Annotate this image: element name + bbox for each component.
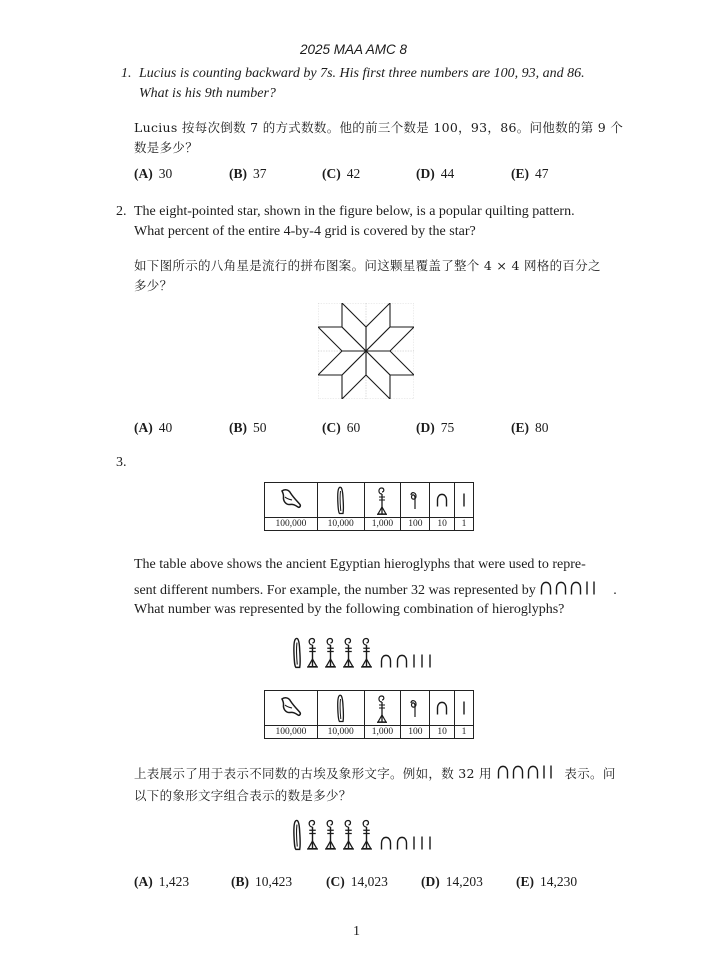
question-2-choice-b[interactable]: (B) 50 <box>229 420 267 435</box>
page-number: 1 <box>353 924 360 939</box>
question-1-choice-d[interactable]: (D) 44 <box>416 166 455 181</box>
question-1-choice-a[interactable]: (A) 30 <box>134 166 173 181</box>
question-3-choice-c[interactable]: (C) 14,023 <box>326 874 388 889</box>
question-3-choice-e[interactable]: (E) 14,230 <box>516 874 578 889</box>
finger-hieroglyph-icon <box>317 483 364 518</box>
table-value-cell: 100 <box>401 518 430 531</box>
question-2-text-line-2: What percent of the entire 4-by-4 grid is covered by the star? <box>134 224 476 239</box>
question-2-text-line-1: The eight-pointed star, shown in the figure below, is a popular quilting pattern. <box>134 204 575 219</box>
question-3-choice-b[interactable]: (B) 10,423 <box>231 874 293 889</box>
table-value-cell: 10 <box>430 518 455 531</box>
question-1-number: 1. <box>121 66 132 81</box>
table-value-cell: 10,000 <box>317 518 364 531</box>
question-1-text-line-1: Lucius is counting backward by 7s. His first three numbers are 100, 93, and 86. <box>139 66 585 81</box>
example-32-hieroglyphs-chinese <box>496 764 560 780</box>
page-header: 2025 MAA AMC 8 <box>300 42 408 57</box>
hieroglyph-combination <box>292 630 458 670</box>
table-value-cell: 100,000 <box>265 726 318 739</box>
hieroglyph-table <box>264 482 474 531</box>
lotus-hieroglyph-icon <box>364 691 401 726</box>
question-1-choice-b[interactable]: (B) 37 <box>229 166 267 181</box>
heel-bone-hieroglyph-icon <box>430 691 455 726</box>
table-value-cell: 1 <box>455 726 474 739</box>
heel-bone-hieroglyph-icon <box>430 483 455 518</box>
question-3-text-line-1: The table above shows the ancient Egyptian hieroglyphs that were used to repre- <box>134 557 586 572</box>
question-3-text-line-3: What number was represented by the following combination of hieroglyphs? <box>134 602 565 617</box>
stroke-hieroglyph-icon <box>455 483 474 518</box>
coil-hieroglyph-icon <box>401 483 430 518</box>
coil-hieroglyph-icon <box>401 691 430 726</box>
question-2-chinese-line-2: 多少？ <box>134 278 173 293</box>
question-2-choice-d[interactable]: (D) 75 <box>416 420 455 435</box>
hieroglyph-table-chinese <box>264 690 474 739</box>
table-value-cell: 100,000 <box>265 518 318 531</box>
question-3-number: 3. <box>116 455 127 470</box>
tadpole-hieroglyph-icon <box>265 691 318 726</box>
table-value-cell: 1,000 <box>364 518 401 531</box>
question-3-choice-a[interactable]: (A) 1,423 <box>134 874 190 889</box>
table-value-cell: 100 <box>401 726 430 739</box>
question-2-choice-c[interactable]: (C) 60 <box>322 420 361 435</box>
question-1-choice-e[interactable]: (E) 47 <box>511 166 549 181</box>
question-3-chinese-line-1: 上表展示了用于表示不同数的古埃及象形文字。例如，数 32 用 表示。问 <box>134 766 616 781</box>
eight-pointed-star-figure <box>318 303 414 399</box>
question-2-choice-a[interactable]: (A) 40 <box>134 420 173 435</box>
lotus-hieroglyph-icon <box>364 483 401 518</box>
question-1-chinese-line-1: Lucius 按每次倒数 7 的方式数数。他的前三个数是 100，93，86。问他数的第 9 个 <box>134 120 624 135</box>
question-3-text-line-2: sent different numbers. For example, the number 32 was represented by . <box>134 580 617 599</box>
question-1-text-line-2: What is his 9th number? <box>139 86 276 101</box>
example-32-hieroglyphs <box>539 580 613 596</box>
table-value-cell: 10 <box>430 726 455 739</box>
table-value-cell: 1,000 <box>364 726 401 739</box>
question-3-chinese-line-2: 以下的象形文字组合表示的数是多少？ <box>134 788 352 803</box>
finger-hieroglyph-icon <box>317 691 364 726</box>
question-2-number: 2. <box>116 204 127 219</box>
question-1-choice-c[interactable]: (C) 42 <box>322 166 361 181</box>
hieroglyph-combination-chinese <box>292 812 458 852</box>
table-value-cell: 1 <box>455 518 474 531</box>
question-2-chinese-line-1: 如下图所示的八角星是流行的拼布图案。问这颗星覆盖了整个 4 × 4 网格的百分之 <box>134 258 601 273</box>
question-3-choice-d[interactable]: (D) 14,203 <box>421 874 483 889</box>
stroke-hieroglyph-icon <box>455 691 474 726</box>
table-value-cell: 10,000 <box>317 726 364 739</box>
tadpole-hieroglyph-icon <box>265 483 318 518</box>
question-2-choice-e[interactable]: (E) 80 <box>511 420 549 435</box>
question-1-chinese-line-2: 数是多少？ <box>134 140 199 155</box>
